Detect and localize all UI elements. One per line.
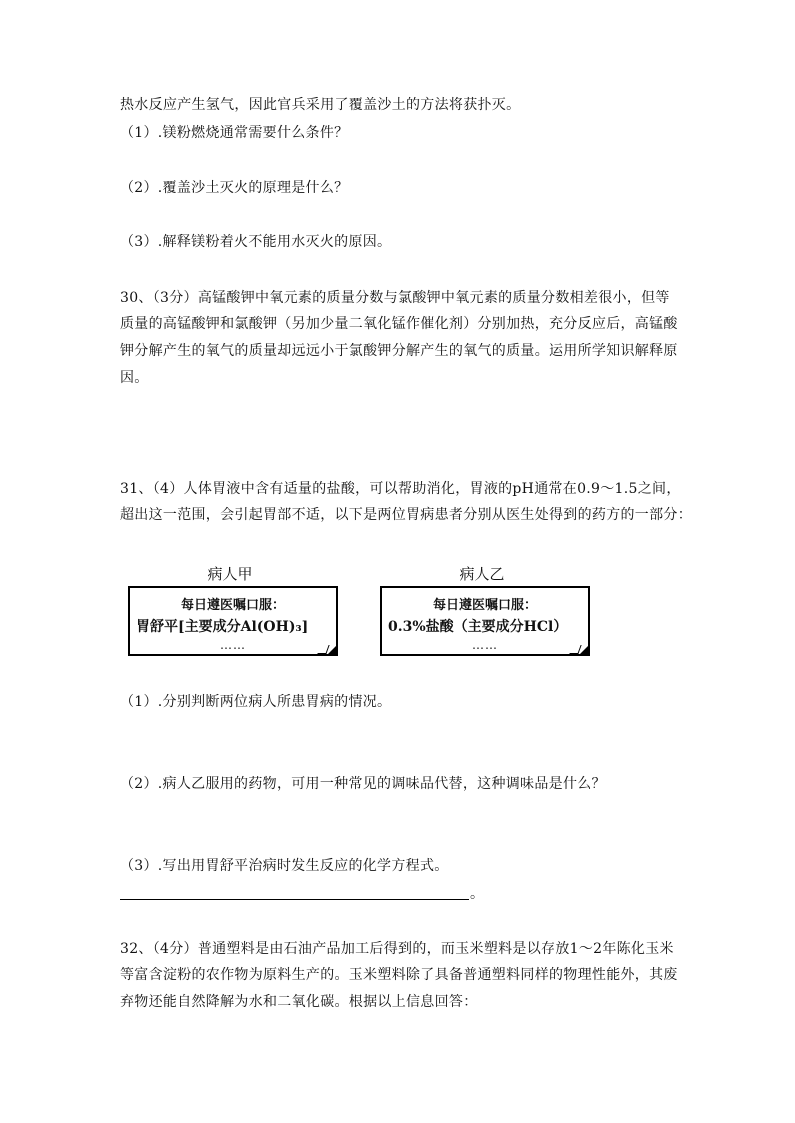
q31-sub-1: （1）.分别判断两位病人所患胃病的情况。	[120, 694, 392, 710]
prescription-a-drug: 胃舒平[主要成分Al(OH)₃]	[136, 619, 309, 635]
prescription-b-drug: 0.3%盐酸（主要成分HCl）	[388, 619, 568, 635]
q30-line-3: 钾分解产生的氧气的质量却远远小于氯酸钾分解产生的氧气的质量。运用所学知识解释原	[120, 343, 678, 359]
q31-sub-2: （2）.病人乙服用的药物，可用一种常见的调味品代替，这种调味品是什么？	[120, 776, 606, 792]
q29-sub-2: （2）.覆盖沙土灭火的原理是什么？	[120, 180, 349, 196]
q30-line-1: 30、（3分）高锰酸钾中氧元素的质量分数与氯酸钾中氧元素的质量分数相差很小，但等	[120, 290, 670, 306]
q30-line-2: 质量的高锰酸钾和氯酸钾（另加少量二氧化锰作催化剂）分别加热，充分反应后，高锰酸	[120, 316, 678, 332]
q29-sub-3: （3）.解释镁粉着火不能用水灭火的原因。	[120, 234, 392, 250]
patient-b-label: 病人乙	[459, 565, 505, 583]
patient-a-label: 病人甲	[207, 565, 253, 583]
answer-line-period: 。	[470, 886, 484, 902]
q32-line-1: 32、（4分）普通塑料是由石油产品加工后得到的，而玉米塑料是以存放1～2年陈化玉米	[120, 941, 674, 957]
q29-stem-tail: 热水反应产生氢气，因此官兵采用了覆盖沙土的方法将获扑灭。	[120, 97, 521, 113]
prescription-a-instruction: 每日遵医嘱口服：	[180, 598, 285, 613]
prescription-b-ellipsis: ……	[472, 638, 498, 652]
q31-sub-3: （3）.写出用胃舒平治病时发生反应的化学方程式。	[120, 858, 449, 874]
prescription-a-ellipsis: ……	[220, 638, 246, 652]
q31-line-1: 31、（4）人体胃液中含有适量的盐酸，可以帮助消化，胃液的pH通常在0.9～1.5之间，	[120, 481, 681, 497]
prescription-a-card	[128, 586, 338, 656]
answer-blank-line	[120, 899, 469, 900]
q31-line-2: 超出这一范围，会引起胃部不适，以下是两位胃病患者分别从医生处得到的药方的一部分：	[120, 507, 692, 523]
q32-line-3: 弃物还能自然降解为水和二氧化碳。根据以上信息回答：	[120, 994, 478, 1010]
prescription-b-card	[380, 586, 590, 656]
q29-sub-1: （1）.镁粉燃烧通常需要什么条件？	[120, 125, 349, 141]
q32-line-2: 等富含淀粉的农作物为原料生产的。玉米塑料除了具备普通塑料同样的物理性能外，其废	[120, 967, 678, 983]
q30-line-4: 因。	[120, 370, 149, 386]
prescription-b-instruction: 每日遵医嘱口服：	[432, 598, 537, 613]
